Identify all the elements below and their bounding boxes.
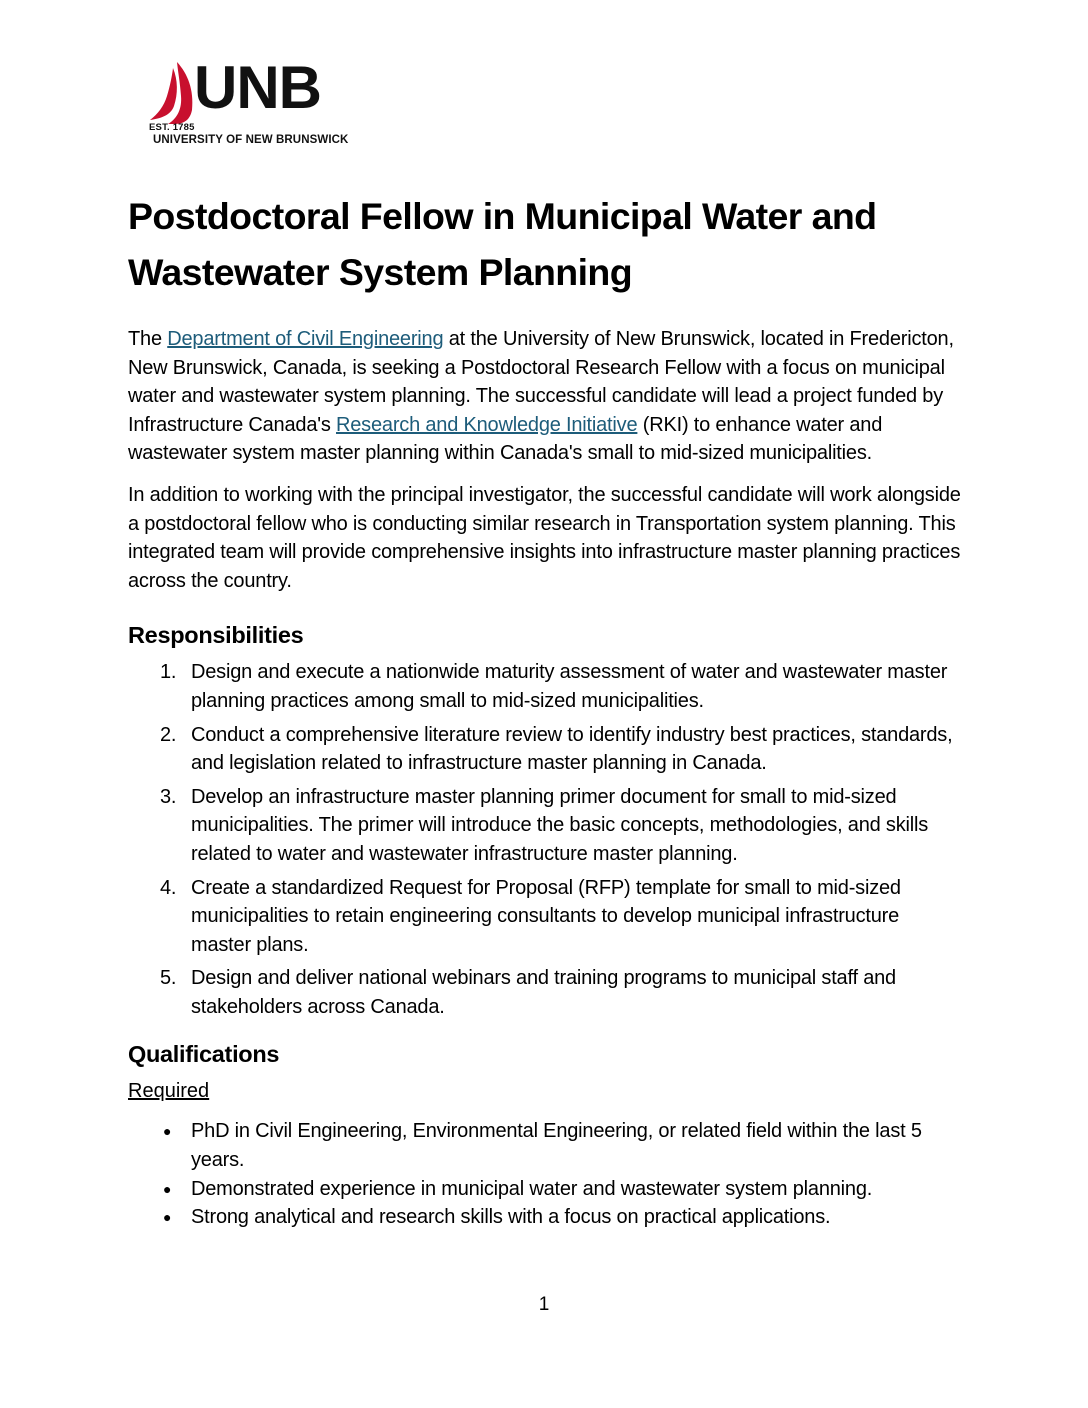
list-item [128,1117,964,1174]
list-number: 4. [160,876,177,899]
main-content [128,188,964,1232]
intro-text-start: The [128,328,168,350]
list-item [128,783,964,869]
rki-link[interactable]: Research and Knowledge Initiative [336,413,638,436]
responsibilities-heading: Responsibilities [128,622,304,649]
logo-university-name: UNIVERSITY OF NEW BRUNSWICK [153,134,349,146]
intro-paragraph-2: In addition to working with the principal investigator, the successful candidate will work alongside a postdoctoral fellow who is conducting similar research in Transportation system planning. This integrated team will provide comprehensive insights into infrastructure master planning practices across the country. [128,483,961,592]
list-item-text: Create a standardized Request for Proposal (RFP) template for small to mid-sized municipalities to retain engineering consultants to develop municipal infrastructure master plans. [191,876,901,956]
required-list [128,1117,964,1231]
list-item [128,1203,964,1232]
list-item-text: Strong analytical and research skills with a focus on practical applications. [191,1206,831,1229]
logo-established: EST. 1785 [149,122,195,133]
department-link[interactable]: Department of Civil Engineering [167,328,444,350]
list-item [128,1175,964,1204]
list-item-text: Demonstrated experience in municipal water and wastewater system planning. [191,1177,873,1200]
responsibilities-list [128,658,964,1021]
unb-logo [144,54,374,152]
list-number: 2. [160,723,177,746]
page-number: 1 [538,1294,550,1315]
bullet-icon: ● [163,1180,172,1197]
list-item-text: Develop an infrastructure master planning primer document for small to mid-sized municipalities. The primer will introduce the basic concepts, methodologies, and skills related to water and wastewater infrastructure master planning. [191,785,929,865]
page-title: Postdoctoral Fellow in Municipal Water and Wastewater System Planning [128,195,877,293]
required-subheading: Required [128,1080,210,1103]
list-number: 3. [160,785,177,808]
intro-text-mid: at the University of New Brunswick, located in Fredericton, New Brunswick, Canada, is seeking a Postdoctoral Research Fellow with a focus on municipal water and wastewater system planning. The successful candidate will lead a project funded by Infrastructure Canada's [128,328,954,436]
list-number: 5. [160,967,177,990]
list-item-text: Design and deliver national webinars and training programs to municipal staff and stakeholders across Canada. [191,967,896,1018]
list-item [128,658,964,715]
list-item-text: Conduct a comprehensive literature review to identify industry best practices, standards, and legislation related to infrastructure master planning in Canada. [191,723,953,775]
logo-wordmark: UNB [194,54,321,121]
list-item-text: PhD in Civil Engineering, Environmental Engineering, or related field within the last 5 years. [191,1120,922,1172]
intro-paragraph-1 [128,325,964,468]
bullet-icon: ● [163,1123,172,1140]
list-number: 1. [160,661,177,684]
intro-text-end: (RKI) to enhance water and wastewater system master planning within Canada's small to mid-sized municipalities. [128,413,883,465]
bullet-icon: ● [163,1209,172,1226]
qualifications-heading: Qualifications [128,1041,280,1068]
list-item [128,964,964,1021]
list-item-text: Design and execute a nationwide maturity assessment of water and wastewater master planning practices among small to mid-sized municipalities. [191,661,948,712]
list-item [128,721,964,778]
list-item [128,874,964,960]
